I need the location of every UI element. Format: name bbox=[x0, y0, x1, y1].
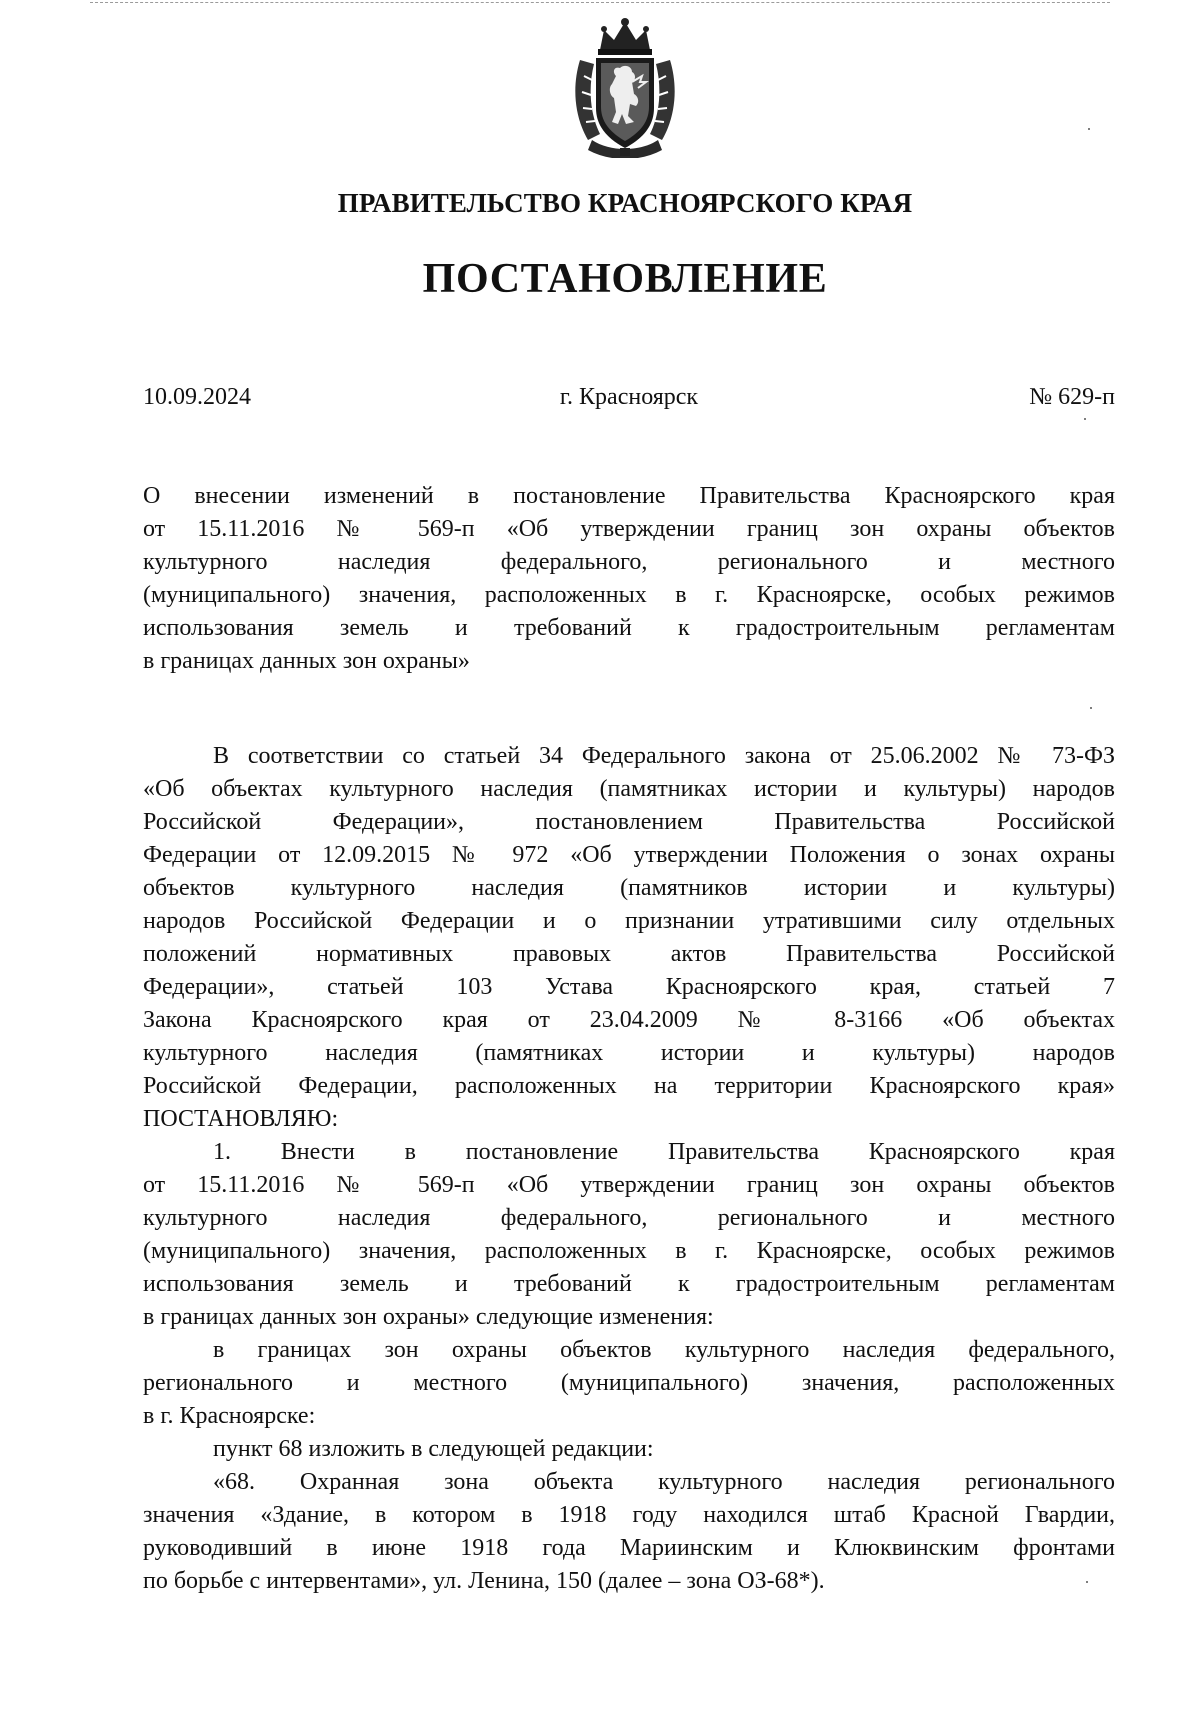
title-line: О внесении изменений в постановление Правительства Красноярского края bbox=[143, 483, 1115, 509]
body-line: объектов культурного наследия (памятников истории и культуры) bbox=[143, 875, 1115, 901]
organization-name: ПРАВИТЕЛЬСТВО КРАСНОЯРСКОГО КРАЯ bbox=[337, 188, 913, 218]
body-line: «Об объектах культурного наследия (памятниках истории и культуры) народов bbox=[143, 776, 1115, 802]
scan-top-edge bbox=[90, 2, 1110, 3]
body-line: (муниципального) значения, расположенных в г. Красноярске, особых режимов bbox=[143, 1238, 1115, 1264]
body-line: пункт 68 изложить в следующей редакции: bbox=[213, 1436, 654, 1462]
title-line: культурного наследия федерального, регионального и местного bbox=[143, 549, 1115, 575]
scan-speck bbox=[1086, 1581, 1088, 1583]
body-line: культурного наследия федерального, регионального и местного bbox=[143, 1205, 1115, 1231]
scan-speck bbox=[1084, 418, 1086, 420]
body-line: культурного наследия (памятниках истории и культуры) народов bbox=[143, 1040, 1115, 1066]
body-line: В соответствии со статьей 34 Федерального закона от 25.06.2002 № 73-ФЗ bbox=[213, 743, 1115, 769]
body-line: от 15.11.2016 № 569-п «Об утверждении границ зон охраны объектов bbox=[143, 1172, 1115, 1198]
title-line: в границах данных зон охраны» bbox=[143, 648, 470, 674]
body-line: положений нормативных правовых актов Правительства Российской bbox=[143, 941, 1115, 967]
body-line: Российской Федерации, расположенных на территории Красноярского края» bbox=[143, 1073, 1115, 1099]
body-line: в границах зон охраны объектов культурного наследия федерального, bbox=[213, 1337, 1115, 1363]
document-city: г. Красноярск bbox=[559, 384, 699, 410]
document-date: 10.09.2024 bbox=[143, 384, 251, 410]
title-line: использования земель и требований к градостроительным регламентам bbox=[143, 615, 1115, 641]
body-line: по борьбе с интервентами», ул. Ленина, 150 (далее – зона ОЗ-68*). bbox=[143, 1568, 825, 1594]
body-line: Российской Федерации», постановлением Правительства Российской bbox=[143, 809, 1115, 835]
document-meta bbox=[143, 384, 1115, 420]
coat-of-arms-icon bbox=[570, 16, 680, 158]
body-line: в г. Красноярске: bbox=[143, 1403, 316, 1429]
body-line: Федерации», статьей 103 Устава Красноярского края, статьей 7 bbox=[143, 974, 1115, 1000]
body-line: Закона Красноярского края от 23.04.2009 № 8-3166 «Об объектах bbox=[143, 1007, 1115, 1033]
body-line: регионального и местного (муниципального) значения, расположенных bbox=[143, 1370, 1115, 1396]
title-line: (муниципального) значения, расположенных в г. Красноярске, особых режимов bbox=[143, 582, 1115, 608]
title-line: от 15.11.2016 № 569-п «Об утверждении границ зон охраны объектов bbox=[143, 516, 1115, 542]
body-line: народов Российской Федерации и о признании утратившими силу отдельных bbox=[143, 908, 1115, 934]
document-number: № 629-п bbox=[1029, 384, 1115, 410]
body-line: 1. Внести в постановление Правительства Красноярского края bbox=[213, 1139, 1115, 1165]
body-line: «68. Охранная зона объекта культурного наследия регионального bbox=[213, 1469, 1115, 1495]
scan-speck bbox=[1090, 707, 1092, 709]
body-line: значения «Здание, в котором в 1918 году находился штаб Красной Гвардии, bbox=[143, 1502, 1115, 1528]
body-line: руководивший в июне 1918 года Мариинским и Клюквинским фронтами bbox=[143, 1535, 1115, 1561]
body-line: использования земель и требований к градостроительным регламентам bbox=[143, 1271, 1115, 1297]
body-line: Федерации от 12.09.2015 № 972 «Об утверждении Положения о зонах охраны bbox=[143, 842, 1115, 868]
scan-speck bbox=[1088, 128, 1090, 130]
body-line: ПОСТАНОВЛЯЮ: bbox=[143, 1106, 339, 1132]
document-type: ПОСТАНОВЛЕНИЕ bbox=[422, 256, 828, 302]
body-line: в границах данных зон охраны» следующие изменения: bbox=[143, 1304, 714, 1330]
